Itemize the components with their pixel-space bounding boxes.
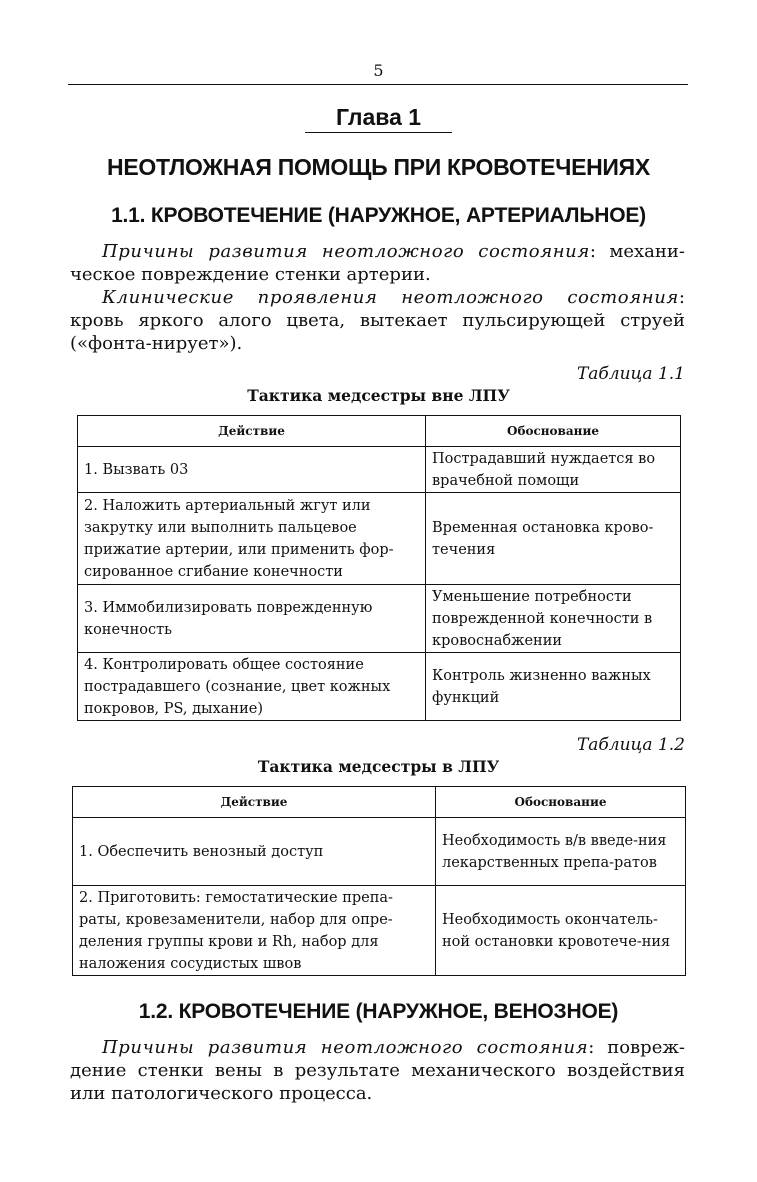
table-row	[78, 585, 681, 653]
table-header-cell: Обоснование	[426, 416, 681, 447]
symptoms-text: : кровь яркого алого цвета, вытекает пульсирующей струей («фонта-нирует»).	[70, 287, 685, 354]
table-row-header	[78, 416, 681, 447]
table-row	[78, 447, 681, 493]
table-cell: Временная остановка крово-течения	[426, 493, 681, 585]
causes-label: Причины развития неотложного состояния	[102, 241, 590, 262]
table-2-title: Тактика медсестры в ЛПУ	[257, 757, 500, 776]
table-cell: 2. Приготовить: гемостатические препа-раты, кровезаменители, набор для опре-деления группы крови и Rh, набор для наложения сосудистых швов	[73, 886, 436, 976]
causes-label: Причины развития неотложного состояния	[102, 1037, 589, 1058]
table-row	[73, 886, 686, 976]
chapter-title: Глава 1	[335, 104, 422, 130]
table-cell: Необходимость окончатель-ной остановки кровотече-ния	[436, 886, 686, 976]
table-cell: Контроль жизненно важных функций	[426, 653, 681, 721]
table-row-header	[73, 787, 686, 818]
table-1-title: Тактика медсестры вне ЛПУ	[247, 386, 510, 405]
table-2-label: Таблица 1.2	[576, 735, 685, 755]
table-header-cell: Действие	[73, 787, 436, 818]
table-row	[78, 653, 681, 721]
table-2	[72, 786, 686, 976]
table-1	[77, 415, 681, 721]
table-cell: 1. Вызвать 03	[78, 447, 426, 493]
section-2-causes-paragraph	[70, 1036, 685, 1105]
table-cell: 1. Обеспечить венозный доступ	[73, 818, 436, 886]
table-cell: 4. Контролировать общее состояние пострадавшего (сознание, цвет кожных покровов, PS, дыхание)	[78, 653, 426, 721]
section-1-symptoms-paragraph	[70, 286, 685, 355]
page-number: 5	[373, 61, 384, 80]
symptoms-label: Клинические проявления неотложного состояния	[102, 287, 679, 308]
main-heading: НЕОТЛОЖНАЯ ПОМОЩЬ ПРИ КРОВОТЕЧЕНИЯХ	[107, 154, 650, 180]
table-cell: Необходимость в/в введе-ния лекарственных препа-ратов	[436, 818, 686, 886]
table-header-cell: Действие	[78, 416, 426, 447]
causes-text: : механи-ческое повреждение стенки артерии.	[70, 241, 685, 285]
table-cell: 3. Иммобилизировать поврежденную конечность	[78, 585, 426, 653]
section-2-heading: 1.2. КРОВОТЕЧЕНИЕ (НАРУЖНОЕ, ВЕНОЗНОЕ)	[138, 1000, 619, 1023]
table-header-cell: Обоснование	[436, 787, 686, 818]
table-row	[73, 818, 686, 886]
table-cell: Уменьшение потребности поврежденной конечности в кровоснабжении	[426, 585, 681, 653]
section-1-heading: 1.1. КРОВОТЕЧЕНИЕ (НАРУЖНОЕ, АРТЕРИАЛЬНОЕ)	[111, 204, 646, 227]
table-cell: Пострадавший нуждается во врачебной помощи	[426, 447, 681, 493]
table-cell: 2. Наложить артериальный жгут или закрутку или выполнить пальцевое прижатие артерии, или применить фор-сированное сгибание конечности	[78, 493, 426, 585]
causes-text: : повреж-дение стенки вены в результате механического воздействия или патологического процесса.	[70, 1037, 685, 1104]
header-rule	[68, 84, 688, 85]
table-1-label: Таблица 1.1	[576, 364, 685, 384]
section-1-causes-paragraph	[70, 240, 685, 286]
chapter-underline	[305, 132, 452, 133]
table-row	[78, 493, 681, 585]
